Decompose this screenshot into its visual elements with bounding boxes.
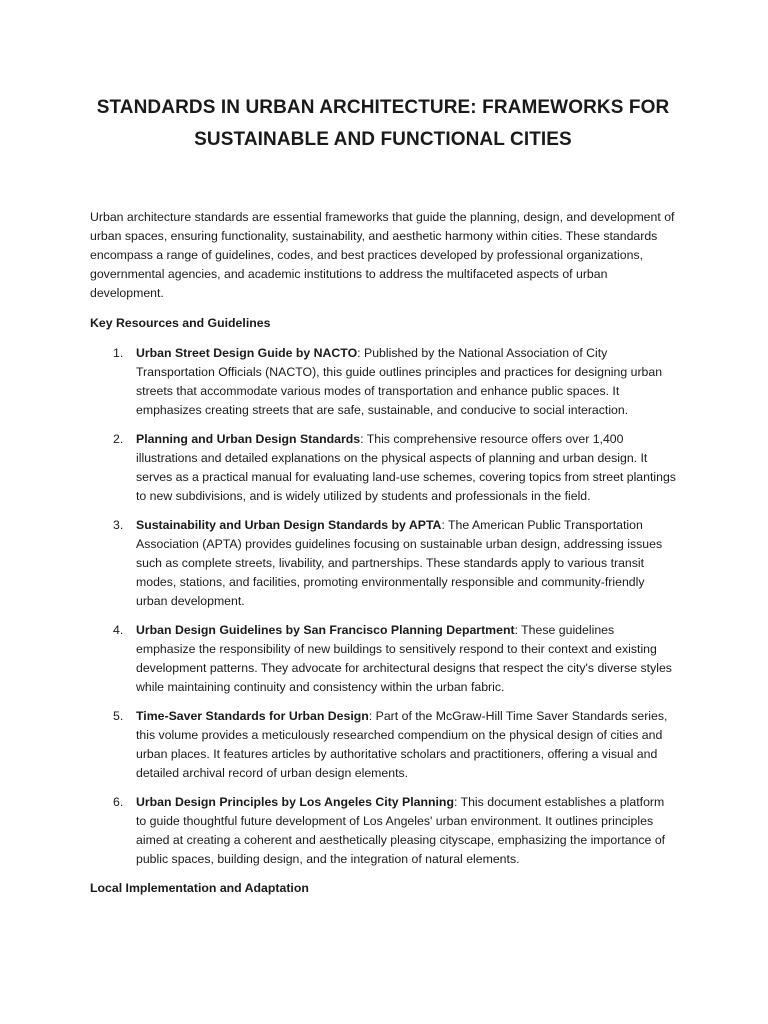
intro-paragraph: Urban architecture standards are essential frameworks that guide the planning, design, and development of urban spaces, ensuring functionality, sustainability, and aesthetic harmony within cities. These standards encompass a range of guidelines, codes, and best practices developed by professional organizations, governmental agencies, and academic institutions to address the multifaceted aspects of urban development. [90, 210, 675, 300]
resources-list [90, 344, 676, 869]
list-item-text: : This comprehensive resource offers over 1,400 illustrations and detailed explanations on the physical aspects of planning and urban design. It serves as a practical manual for evaluating land-use schemes, covering topics from street plantings to new subdivisions, and is widely utilized by students and professionals in the field. [136, 432, 676, 503]
list-item-name: Urban Design Guidelines by San Francisco Planning Department [136, 623, 515, 637]
list-item-number: 5. [113, 709, 124, 723]
list-item-number: 4. [113, 623, 124, 637]
list-item-name: Urban Street Design Guide by NACTO [136, 346, 358, 360]
list-item-number: 3. [113, 518, 124, 532]
list-item-text: : Part of the McGraw-Hill Time Saver Standards series, this volume provides a meticulously researched compendium on the physical design of cities and urban places. It features articles by authoritative scholars and practitioners, offering a visual and detailed archival record of urban design elements. [136, 709, 668, 780]
list-item-name: Planning and Urban Design Standards [136, 432, 361, 446]
list-item-text: : The American Public Transportation Association (APTA) provides guidelines focusing on sustainable urban design, addressing issues such as complete streets, livability, and partnerships. These standards apply to various transit modes, stations, and facilities, promoting environmentally responsible and community-friendly urban development. [136, 518, 663, 608]
list-item-text: : These guidelines emphasize the responsibility of new buildings to sensitively respond to their context and existing development patterns. They advocate for architectural designs that respect the city's diverse styles while maintaining continuity and consistency within the urban fabric. [136, 623, 672, 694]
list-item [90, 621, 676, 697]
section-heading-local-implementation: Local Implementation and Adaptation [90, 881, 309, 895]
list-item [90, 793, 676, 869]
list-item-number: 2. [113, 432, 124, 446]
list-item [90, 344, 676, 420]
list-item-text: : Published by the National Association of City Transportation Officials (NACTO), this guide outlines principles and practices for designing urban streets that accommodate various modes of transportation and enhance public spaces. It emphasizes creating streets that are safe, sustainable, and conducive to social interaction. [136, 346, 663, 417]
list-item-text: : This document establishes a platform to guide thoughtful future development of Los Angeles' urban environment. It outlines principles aimed at creating a coherent and aesthetically pleasing cityscape, emphasizing the importance of public spaces, building design, and the integration of natural elements. [136, 795, 666, 866]
document-title: STANDARDS IN URBAN ARCHITECTURE: FRAMEWORKS FOR SUSTAINABLE AND FUNCTIONAL CITIES [96, 97, 670, 150]
list-item [90, 430, 676, 506]
list-item-name: Time-Saver Standards for Urban Design [136, 709, 369, 723]
list-item-name: Sustainability and Urban Design Standards by APTA [136, 518, 442, 532]
document-page [90, 92, 676, 898]
list-item-name: Urban Design Principles by Los Angeles City Planning [136, 795, 454, 809]
list-item-number: 1. [113, 346, 124, 360]
list-item [90, 516, 676, 611]
list-item-number: 6. [113, 795, 124, 809]
section-heading-key-resources: Key Resources and Guidelines [90, 316, 271, 330]
list-item [90, 707, 676, 783]
